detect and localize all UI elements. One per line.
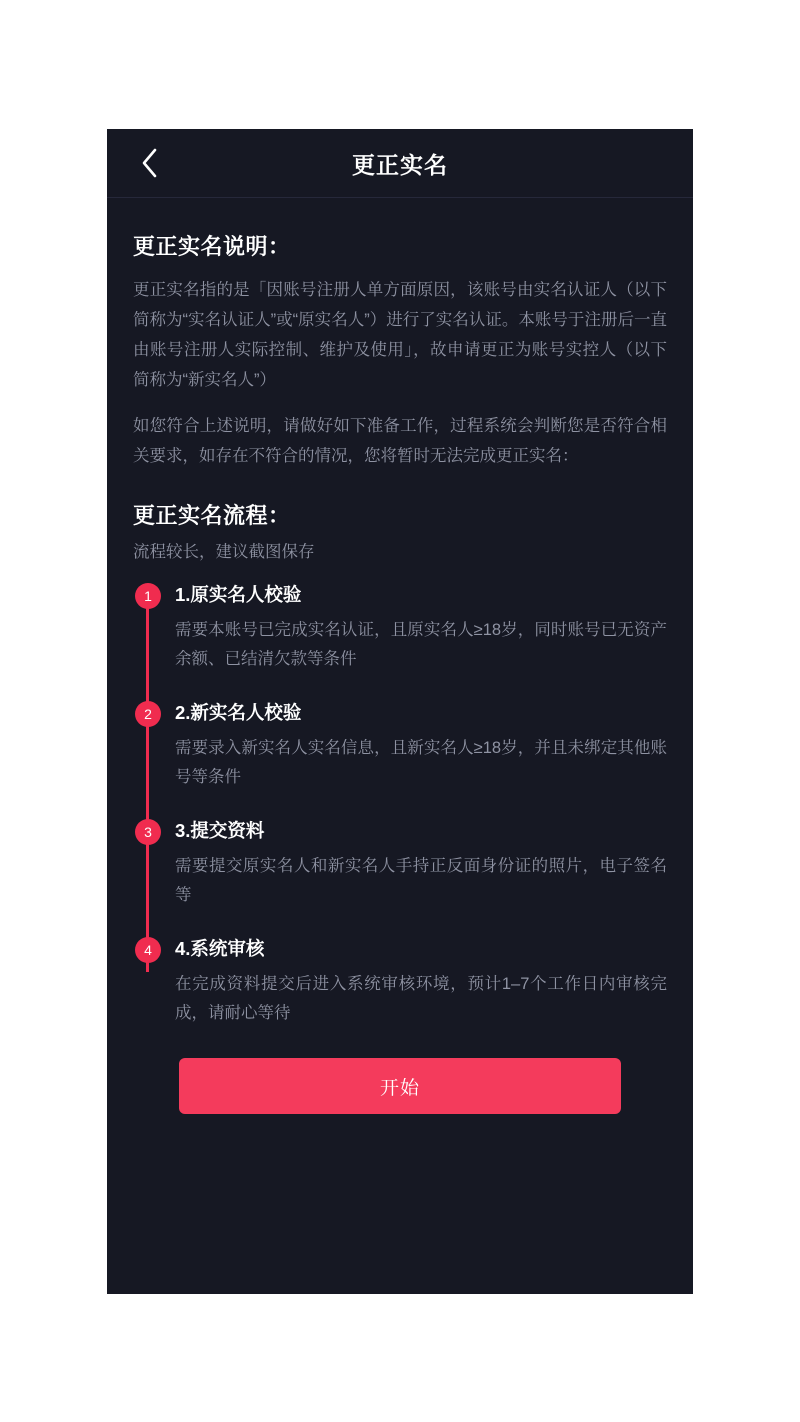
- flow-subtitle: 流程较长，建议截图保存: [133, 543, 315, 561]
- step-number-badge: 3: [135, 819, 161, 845]
- list-item: [133, 818, 667, 910]
- list-item: [133, 936, 667, 1028]
- back-button[interactable]: [125, 129, 173, 197]
- step-description: 需要提交原实名人和新实名人手持正反面身份证的照片，电子签名等: [175, 857, 667, 904]
- cta-container: [133, 1028, 667, 1114]
- content-area: [107, 198, 693, 1114]
- step-number-badge: 4: [135, 937, 161, 963]
- flow-heading: 更正实名流程：: [133, 503, 291, 528]
- step-title: 2.新实名人校验: [175, 702, 302, 723]
- explanation-paragraph-2: 如您符合上述说明，请做好如下准备工作，过程系统会判断您是否符合相关要求，如存在不符合的情况，您将暂时无法完成更正实名：: [133, 417, 667, 465]
- step-title: 1.原实名人校验: [175, 584, 302, 605]
- list-item: [133, 582, 667, 674]
- explanation-heading: 更正实名说明：: [133, 234, 291, 259]
- step-number-badge: 2: [135, 701, 161, 727]
- explanation-paragraph-1: 更正实名指的是「因账号注册人单方面原因，该账号由实名认证人（以下简称为“实名认证人”或“原实名人”）进行了实名认证。本账号于注册后一直由账号注册人实际控制、维护及使用」，故申请更正为账号实控人（以下简称为“新实名人”）: [133, 281, 667, 389]
- step-description: 需要录入新实名人实名信息，且新实名人≥18岁，并且未绑定其他账号等条件: [175, 739, 667, 786]
- start-button[interactable]: 开始: [179, 1058, 621, 1114]
- navigation-bar: [107, 129, 693, 198]
- step-description: 需要本账号已完成实名认证，且原实名人≥18岁，同时账号已无资产余额、已结清欠款等条件: [175, 621, 667, 668]
- chevron-left-icon: [139, 147, 159, 179]
- step-title: 3.提交资料: [175, 820, 265, 841]
- page-title: 更正实名: [352, 151, 448, 178]
- step-title: 4.系统审核: [175, 938, 265, 959]
- flow-steps: [133, 582, 667, 1028]
- step-number-badge: 1: [135, 583, 161, 609]
- phone-screen: [107, 129, 693, 1294]
- step-description: 在完成资料提交后进入系统审核环境，预计1–7个工作日内审核完成，请耐心等待: [175, 975, 667, 1022]
- list-item: [133, 700, 667, 792]
